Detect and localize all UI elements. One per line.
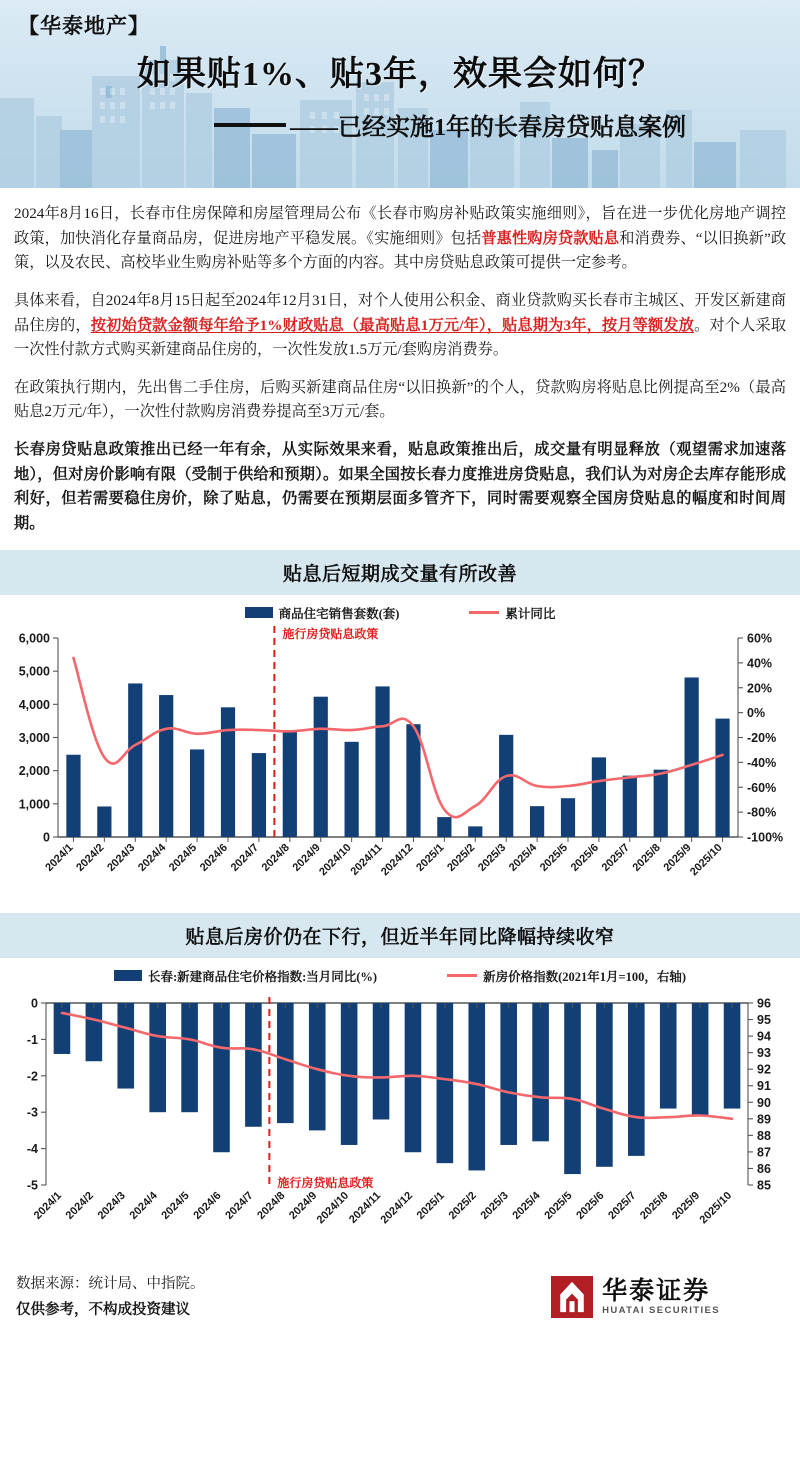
svg-text:2024/1: 2024/1 xyxy=(31,1189,65,1222)
svg-text:2025/6: 2025/6 xyxy=(574,1189,607,1222)
paragraph-2-highlight: 按初始贷款金额每年给予1%财政贴息（最高贴息1万元/年），贴息期为3年，按月等额发放 xyxy=(90,316,695,334)
svg-text:2024/2: 2024/2 xyxy=(74,841,107,874)
svg-text:96: 96 xyxy=(757,996,771,1010)
chart-1-legend xyxy=(0,595,800,624)
svg-text:2024/9: 2024/9 xyxy=(290,841,323,874)
svg-text:-4: -4 xyxy=(26,1141,38,1156)
svg-text:2024/9: 2024/9 xyxy=(287,1189,320,1222)
svg-text:2025/2: 2025/2 xyxy=(445,841,478,874)
article-body xyxy=(0,188,800,537)
svg-text:2025/2: 2025/2 xyxy=(446,1189,479,1222)
svg-text:2025/3: 2025/3 xyxy=(476,841,509,874)
svg-text:-80%: -80% xyxy=(747,805,777,820)
svg-text:-100%: -100% xyxy=(747,830,784,844)
chart-panel-price xyxy=(0,913,800,1255)
paragraph-1-highlight: 普惠性购房贷款贴息 xyxy=(481,229,620,247)
svg-text:2025/6: 2025/6 xyxy=(568,841,602,874)
svg-text:2025/9: 2025/9 xyxy=(669,1189,703,1222)
chart-2-area xyxy=(0,958,800,1255)
svg-text:90: 90 xyxy=(757,1095,771,1110)
paragraph-2-part-b: 。对个人采取一次性付款方式购买新建商品住房的，一次性发放1.5万元/套购房消费券。 xyxy=(14,316,787,359)
chart-panel-volume xyxy=(0,550,800,909)
svg-text:2025/8: 2025/8 xyxy=(638,1189,671,1222)
legend-item-bar-series xyxy=(114,967,377,985)
legend-bar-swatch-icon xyxy=(245,607,273,618)
svg-text:2024/6: 2024/6 xyxy=(191,1189,224,1222)
svg-text:2024/10: 2024/10 xyxy=(314,1189,352,1226)
svg-text:2024/4: 2024/4 xyxy=(127,1189,160,1222)
svg-text:40%: 40% xyxy=(747,655,773,670)
svg-text:-3: -3 xyxy=(26,1105,38,1120)
svg-text:88: 88 xyxy=(757,1128,771,1143)
svg-text:施行房贷贴息政策: 施行房贷贴息政策 xyxy=(282,626,379,641)
svg-text:2024/4: 2024/4 xyxy=(136,841,169,874)
legend-line-swatch-icon xyxy=(469,611,499,615)
svg-text:2,000: 2,000 xyxy=(18,763,50,778)
svg-text:2025/5: 2025/5 xyxy=(542,1189,575,1222)
paragraph-2 xyxy=(14,289,786,363)
svg-text:0: 0 xyxy=(31,996,38,1010)
data-source-note: 数据来源：统计局、中指院。 xyxy=(16,1275,205,1292)
svg-text:93: 93 xyxy=(757,1045,771,1060)
chart-2-svg xyxy=(0,987,800,1255)
svg-text:2024/5: 2024/5 xyxy=(159,1189,192,1222)
svg-text:2025/1: 2025/1 xyxy=(414,841,447,874)
svg-text:2024/2: 2024/2 xyxy=(63,1189,96,1222)
svg-text:5,000: 5,000 xyxy=(18,664,50,679)
paragraph-4-conclusion: 长春房贷贴息政策推出已经一年有余，从实际效果来看，贴息政策推出后，成交量有明显释放（观望需求加速落地），但对房价影响有限（受制于供给和预期）。如果全国按长春力度推进房贷贴息，我们认为对房企去库存能形成利好，但若需要稳住房价，除了贴息，仍需要在预期层面多管齐下，同时需要观察全国房贷贴息的幅度和时间周期。 xyxy=(14,441,786,532)
svg-text:86: 86 xyxy=(757,1161,771,1176)
svg-text:91: 91 xyxy=(757,1078,771,1093)
svg-text:-1: -1 xyxy=(26,1032,38,1047)
svg-text:92: 92 xyxy=(757,1062,771,1077)
report-tag: 【华泰地产】 xyxy=(18,14,150,38)
chart-2-title: 贴息后房价仍在下行，但近半年同比降幅持续收窄 xyxy=(0,913,800,958)
svg-text:2025/4: 2025/4 xyxy=(506,841,540,874)
title-rule-decoration xyxy=(214,123,286,127)
svg-text:2024/7: 2024/7 xyxy=(228,841,262,874)
svg-text:85: 85 xyxy=(757,1178,771,1192)
svg-text:2025/10: 2025/10 xyxy=(688,841,725,878)
legend-bar-swatch-icon xyxy=(114,970,142,981)
svg-text:94: 94 xyxy=(757,1029,771,1044)
paragraph-1-part-b: 和消费券、“以旧换新”政策，以及农民、高校毕业生购房补贴等多个方面的内容。其中房贷贴息政策可提供一定参考。 xyxy=(14,229,787,272)
svg-text:2025/1: 2025/1 xyxy=(414,1189,447,1222)
legend-label-bar: 商品住宅销售套数(套) xyxy=(278,606,400,621)
svg-text:2024/11: 2024/11 xyxy=(348,841,385,878)
svg-text:0%: 0% xyxy=(747,705,766,720)
paragraph-1 xyxy=(14,202,786,276)
brand-name-en: HUATAI SECURITIES xyxy=(602,1304,720,1316)
brand-logo-text xyxy=(602,1279,720,1316)
paragraph-1-part-a: 2024年8月16日，长春市住房保障和房屋管理局公布《长春市购房补贴政策实施细则》，旨在进一步优化房地产调控政策，加快消化存量商品房，促进房地产平稳发展。《实施细则》包括 xyxy=(14,205,786,247)
svg-text:-60%: -60% xyxy=(747,780,777,795)
page-title: 如果贴1%、贴3年，效果会如何？ xyxy=(137,56,663,93)
svg-text:2025/7: 2025/7 xyxy=(599,841,632,874)
svg-text:2025/8: 2025/8 xyxy=(630,841,663,874)
svg-text:-20%: -20% xyxy=(747,730,777,745)
svg-text:2024/12: 2024/12 xyxy=(378,841,416,878)
svg-text:2024/8: 2024/8 xyxy=(255,1189,288,1222)
page-header xyxy=(0,0,800,188)
page-footer xyxy=(0,1255,800,1325)
legend-line-swatch-icon xyxy=(447,974,477,978)
svg-text:60%: 60% xyxy=(747,631,773,645)
huatai-logo-icon xyxy=(551,1276,593,1318)
svg-text:2024/11: 2024/11 xyxy=(346,1189,384,1226)
svg-text:2024/10: 2024/10 xyxy=(317,841,354,878)
legend-item-line-series xyxy=(447,967,686,985)
svg-text:-5: -5 xyxy=(26,1178,38,1192)
svg-text:4,000: 4,000 xyxy=(18,697,50,712)
chart-2-legend xyxy=(0,958,800,987)
brand-logo xyxy=(551,1276,720,1318)
svg-text:95: 95 xyxy=(757,1012,771,1027)
paragraph-3: 在政策执行期内，先出售二手住房，后购买新建商品住房“以旧换新”的个人，贷款购房将贴息比例提高至2%（最高贴息2万元/年），一次性付款购房消费券提高至3万元/套。 xyxy=(14,378,786,421)
svg-text:0: 0 xyxy=(43,830,50,844)
legend-item-line-series xyxy=(469,604,555,622)
svg-text:2024/5: 2024/5 xyxy=(166,841,200,874)
legend-item-bar-series xyxy=(245,604,400,622)
svg-text:1,000: 1,000 xyxy=(18,796,50,811)
svg-text:2024/12: 2024/12 xyxy=(378,1189,416,1226)
legend-label-bar: 长春:新建商品住宅价格指数:当月同比(%) xyxy=(147,969,378,984)
disclaimer-note: 仅供参考，不构成投资建议 xyxy=(16,1302,190,1319)
svg-text:-2: -2 xyxy=(26,1068,38,1083)
svg-text:2025/7: 2025/7 xyxy=(606,1189,639,1222)
svg-text:2025/9: 2025/9 xyxy=(661,841,694,874)
svg-text:89: 89 xyxy=(757,1111,771,1126)
legend-label-line: 累计同比 xyxy=(505,606,556,621)
paragraph-2-part-a: 具体来看，自2024年8月15日起至2024年12月31日，对个人使用公积金、商业贷款购买长春市主城区、开发区新建商品住房的， xyxy=(14,291,786,334)
svg-text:20%: 20% xyxy=(747,680,773,695)
page-subtitle: ——已经实施1年的长春房贷贴息案例 xyxy=(290,115,686,141)
svg-text:2025/3: 2025/3 xyxy=(478,1189,511,1222)
svg-text:2024/6: 2024/6 xyxy=(197,841,231,874)
svg-text:2025/5: 2025/5 xyxy=(537,841,571,874)
chart-1-area xyxy=(0,595,800,909)
svg-text:2024/8: 2024/8 xyxy=(259,841,292,874)
svg-text:施行房贷贴息政策: 施行房贷贴息政策 xyxy=(277,1175,374,1190)
svg-text:2025/10: 2025/10 xyxy=(697,1189,735,1226)
svg-text:2025/4: 2025/4 xyxy=(510,1189,543,1222)
svg-text:2024/3: 2024/3 xyxy=(105,841,138,874)
svg-text:6,000: 6,000 xyxy=(18,631,50,645)
svg-text:2024/7: 2024/7 xyxy=(223,1189,256,1222)
svg-text:3,000: 3,000 xyxy=(18,730,50,745)
svg-text:2024/1: 2024/1 xyxy=(43,841,76,874)
svg-text:2024/3: 2024/3 xyxy=(95,1189,128,1222)
chart-1-svg xyxy=(0,624,800,909)
footer-text-block xyxy=(16,1271,205,1325)
legend-label-line: 新房价格指数(2021年1月=100，右轴) xyxy=(483,969,687,984)
brand-name-cn: 华泰证券 xyxy=(602,1277,711,1305)
svg-text:-40%: -40% xyxy=(747,755,777,770)
svg-text:87: 87 xyxy=(757,1144,771,1159)
chart-1-title: 贴息后短期成交量有所改善 xyxy=(0,550,800,595)
